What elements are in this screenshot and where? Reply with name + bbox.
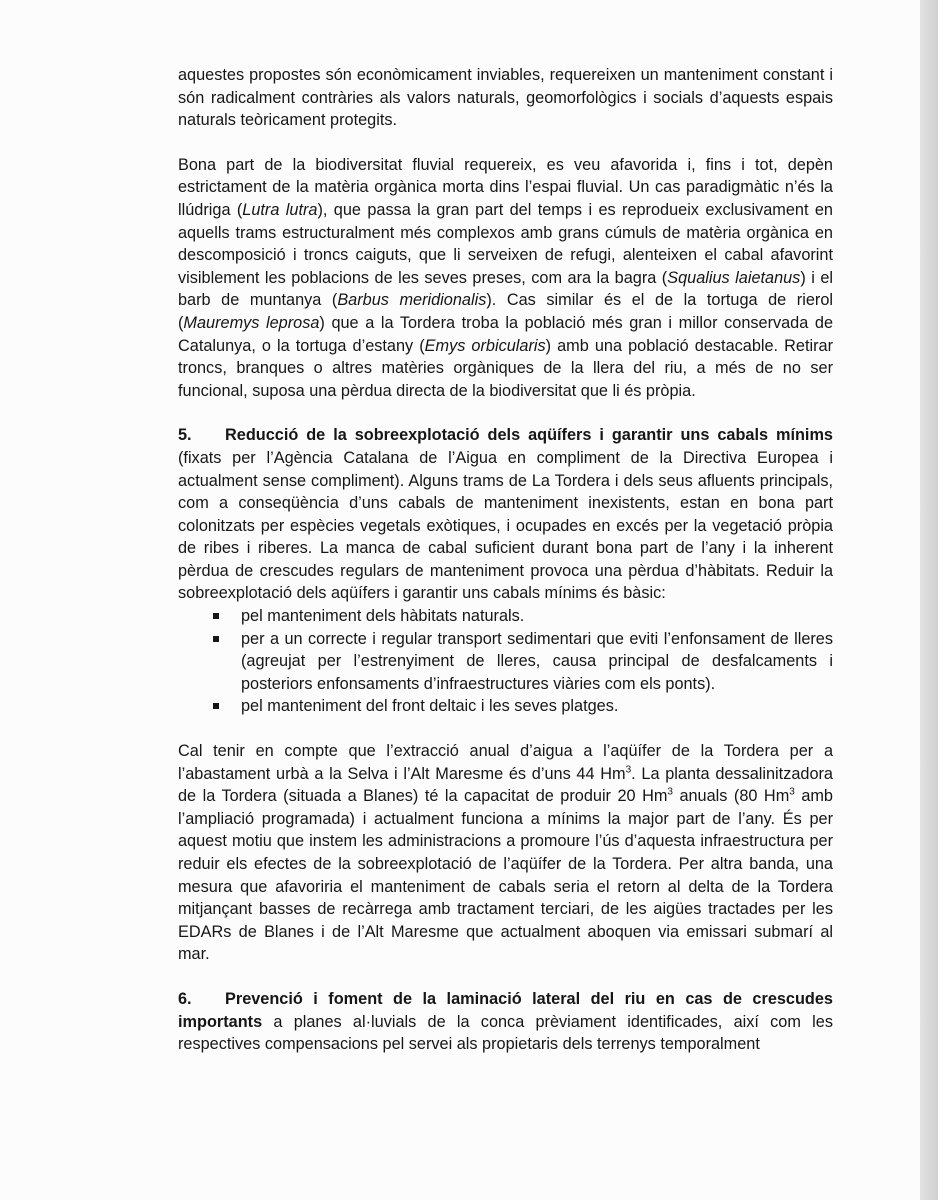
bullet-item: per a un correcte i regular transport sedimentari que eviti l’enfonsament de lleres (agreujat per l’estrenyiment de lleres, causa principal de desfalcaments i posteriors enfonsaments d’infraestructures viàries com els ponts).	[241, 628, 833, 696]
paragraph-aquifer	[178, 740, 833, 966]
text-run: ) que a la Tordera troba la població més gran i millor conservada de Catalunya, o la tortuga d’estany (	[178, 313, 834, 355]
text-run: ) amb una població destacable. Retirar troncs, branques o altres matèries orgàniques de la llera del riu, a més de no ser funcional, suposa una pèrdua directa de la biodiversitat que li és pròpia.	[178, 336, 833, 400]
text-run: amb l’ampliació programada) i actualment funciona a mínims la major part de l’any. És per aquest motiu que instem les administracions a promoure l’ús d’aquesta infraestructura per reduir els efectes de la sobreexplotació de l’aqüífer de la Tordera. Per altra banda, una mesura que afavoriria el manteniment de cabals seria el retorn al delta de la Tordera mitjançant basses de recàrrega amb tractament terciari, de les aigües tractades per les EDARs de Blanes i de l’Alt Maresme que actualment aboquen via emissari submarí al mar.	[178, 787, 833, 964]
species-name: Barbus meridionalis	[337, 291, 487, 310]
paragraph-biodiversity	[178, 154, 833, 403]
text-run: ). Cas similar és el de la tortuga de rierol (	[178, 291, 833, 332]
document-page	[178, 64, 833, 1056]
section-5-number: 5.	[178, 426, 192, 445]
text-run: ) i el barb de muntanya (	[178, 268, 833, 310]
text-run: . La planta dessalinitzadora de la Tordera (situada a Blanes) té la capacitat de produir 20 Hm	[178, 764, 833, 806]
text-run: Cal tenir en compte que l’extracció anual d’aigua a l’aqüífer de la Tordera per a l’abastament urbà a la Selva i l’Alt Maresme és d’uns 44 Hm	[178, 742, 833, 783]
text-run: ), que passa la gran part del temps i es reprodueix exclusivament en aquells trams estructuralment més complexos amb grans cúmuls de matèria orgànica en descomposició i troncs caiguts, que li serveixen de refugi, alenteixen el cabal afavorint visiblement les poblacions de les seves preses, com ara la bagra (	[178, 200, 833, 287]
section-5-bullet-list	[178, 605, 833, 718]
paragraph-intro: aquestes propostes són econòmicament inviables, requereixen un manteniment constant i són radicalment contràries als valors naturals, geomorfològics i socials d’aquests espais naturals teòricament protegits.	[178, 66, 833, 130]
superscript: 3	[789, 786, 795, 798]
page-edge-shadow	[920, 0, 938, 1200]
section-6-number: 6.	[178, 989, 192, 1008]
text-run: Bona part de la biodiversitat fluvial requereix, es veu afavorida i, fins i tot, depèn estrictament de la matèria orgànica morta dins l’espai fluvial. Un cas paradigmàtic n’és la llúdriga (	[178, 155, 833, 219]
superscript: 3	[625, 764, 632, 776]
species-name: Emys orbicularis	[424, 336, 546, 355]
bullet-item: pel manteniment dels hàbitats naturals.	[241, 605, 833, 628]
section-6-title: Prevenció i foment de la laminació lateral del riu en cas de crescudes importants	[178, 989, 833, 1031]
section-6-paragraph	[178, 988, 833, 1056]
section-5-title: Reducció de la sobreexplotació dels aqüífers i garantir uns cabals mínims	[225, 426, 833, 445]
species-name: Mauremys leprosa	[183, 313, 320, 332]
section-5-paragraph	[178, 424, 833, 605]
section-5	[178, 424, 833, 718]
section-5-body: (fixats per l’Agència Catalana de l’Aigua en compliment de la Directiva Europea i actualment sense compliment). Alguns trams de La Tordera i dels seus afluents principals, com a conseqüència d’uns cabals de manteniment inexistents, estan en bona part colonitzats per espècies vegetals exòtiques, i ocupades en excés per la vegetació pròpia de ribes i riberes. La manca de cabal suficient durant bona part de l’any i la inherent pèrdua de crescudes regulars de manteniment provoca una pèrdua d’hàbitats. Reduir la sobreexplotació dels aqüífers i garantir uns cabals mínims és bàsic:	[178, 448, 833, 603]
species-name: Squalius laietanus	[667, 268, 801, 287]
text-run: anuals (80 Hm	[672, 787, 790, 806]
superscript: 3	[667, 786, 673, 798]
section-6-body: a planes al·luvials de la conca prèviament identificades, així com les respectives compensacions pel servei als propietaris dels terrenys temporalment	[178, 1012, 833, 1054]
bullet-item: pel manteniment del front deltaic i les seves platges.	[241, 695, 833, 718]
species-name: Lutra lutra	[242, 200, 318, 219]
